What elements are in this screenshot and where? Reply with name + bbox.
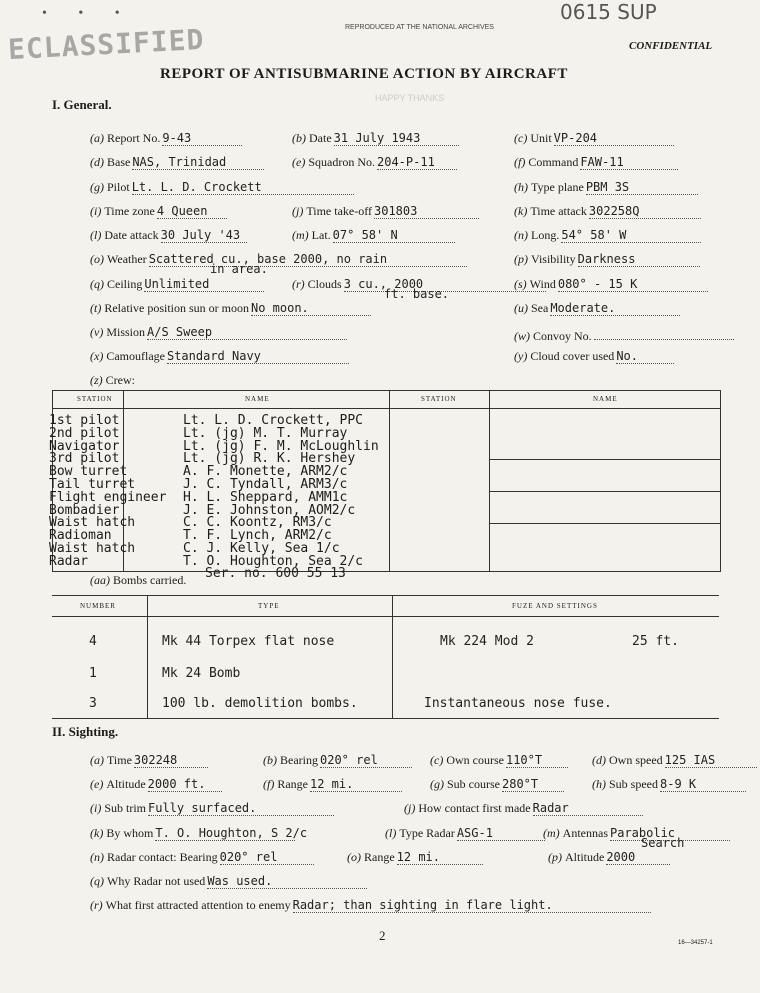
field-label: Wind bbox=[529, 277, 556, 291]
field-value: PBM 3S bbox=[586, 180, 698, 195]
crew-name: T. O. Houghton, Sea 2/c bbox=[183, 553, 364, 569]
sighting-field bbox=[90, 753, 208, 768]
field-value: Scattered cu., base 2000, no rain bbox=[149, 252, 467, 267]
field-label: Range bbox=[364, 850, 395, 864]
field-value: 07° 58' N bbox=[333, 228, 455, 243]
field-label: Ceiling bbox=[107, 277, 143, 291]
sighting-field bbox=[90, 826, 308, 841]
field-key: (s) bbox=[514, 277, 530, 291]
field-label: Mission bbox=[106, 325, 146, 339]
field-label: Bearing bbox=[280, 753, 318, 767]
field-key: (c) bbox=[430, 753, 447, 767]
sighting-field bbox=[548, 850, 670, 865]
field-key: (e) bbox=[90, 777, 107, 791]
field-label: Camouflage bbox=[106, 349, 165, 363]
field-label: Why Radar not used bbox=[107, 874, 206, 888]
field-label: Command bbox=[528, 155, 579, 169]
field-key: (k) bbox=[514, 204, 531, 218]
scan-marks: • • • bbox=[42, 6, 134, 21]
field-label: Lat. bbox=[311, 228, 331, 242]
field-value: 020° rel bbox=[220, 850, 314, 865]
field-label: Own course bbox=[446, 753, 504, 767]
crew-station: Waist hatch bbox=[49, 515, 136, 531]
field-key: (z) bbox=[90, 373, 106, 387]
field-key: (o) bbox=[347, 850, 364, 864]
field-key: (q) bbox=[90, 874, 107, 888]
crew-station: Tail turret bbox=[49, 477, 136, 492]
field-key: (m) bbox=[292, 228, 312, 242]
field-label: Time bbox=[107, 753, 132, 767]
crew-name: H. L. Sheppard, AMM1c bbox=[183, 489, 348, 505]
field-label: Squadron No. bbox=[308, 155, 375, 169]
crew-station: Bombadier bbox=[49, 502, 120, 518]
crew-header-name-2: NAME bbox=[593, 395, 618, 403]
field-value: A/S Sweep bbox=[147, 325, 347, 340]
classification-label: CONFIDENTIAL bbox=[629, 40, 713, 52]
print-code: 16—34257-1 bbox=[678, 940, 713, 946]
field-key: (p) bbox=[548, 850, 565, 864]
field-value: Standard Navy bbox=[167, 349, 349, 364]
general-field bbox=[514, 349, 674, 364]
field-value: 31 July 1943 bbox=[334, 131, 459, 146]
sighting-field bbox=[90, 801, 334, 816]
field-label: Base bbox=[107, 155, 131, 169]
bomb-number: 3 bbox=[89, 696, 97, 711]
field-key: (b) bbox=[263, 753, 280, 767]
sighting-field bbox=[592, 777, 746, 792]
field-value: 4 Queen bbox=[157, 204, 227, 219]
field-key: (j) bbox=[404, 801, 419, 815]
field-value: 020° rel bbox=[320, 753, 412, 768]
crew-table bbox=[49, 390, 721, 572]
field-label: Time take-off bbox=[306, 204, 372, 218]
crew-header-station-2: STATION bbox=[421, 395, 457, 403]
field-key: (l) bbox=[90, 228, 105, 242]
field-key: (q) bbox=[90, 277, 107, 291]
field-key: (p) bbox=[514, 252, 531, 266]
field-value: Was used. bbox=[207, 874, 367, 889]
field-value: VP-204 bbox=[554, 131, 674, 146]
field-label: Pilot bbox=[107, 180, 130, 194]
field-key: (g) bbox=[90, 180, 107, 194]
field-label: Type plane bbox=[531, 180, 584, 194]
field-value: 302248 bbox=[134, 753, 208, 768]
sighting-field bbox=[263, 777, 402, 792]
field-value: 125 IAS bbox=[665, 753, 757, 768]
field-value: 2000 bbox=[606, 850, 670, 865]
general-field bbox=[514, 155, 678, 170]
archive-notice: REPRODUCED AT THE NATIONAL ARCHIVES bbox=[345, 24, 494, 31]
sighting-field bbox=[263, 753, 412, 768]
sighting-field bbox=[430, 753, 568, 768]
crew-name: C. J. Kelly, Sea 1/c bbox=[183, 541, 340, 556]
general-field bbox=[292, 228, 455, 243]
crew-header-station: STATION bbox=[77, 395, 113, 403]
field-label: How contact first made bbox=[418, 801, 531, 815]
field-value-continuation: ft. base. bbox=[384, 287, 450, 301]
field-label: Sub trim bbox=[104, 801, 146, 815]
crew-name: C. C. Koontz, RM3/c bbox=[183, 515, 332, 531]
field-label: Time attack bbox=[530, 204, 587, 218]
bomb-type: Mk 24 Bomb bbox=[162, 666, 241, 681]
crew-name: Lt. (jg) R. K. Hershey bbox=[183, 451, 356, 467]
field-label: Sub speed bbox=[609, 777, 658, 791]
field-value: Moderate. bbox=[550, 301, 680, 316]
crew-name: Lt. (jg) F. M. McLoughlin bbox=[183, 438, 379, 454]
general-heading: I. General. bbox=[52, 97, 112, 112]
field-key: (i) bbox=[90, 801, 105, 815]
field-value: 54° 58' W bbox=[561, 228, 701, 243]
field-key: (y) bbox=[514, 349, 531, 363]
field-label: Visibility bbox=[531, 252, 576, 266]
page-title: REPORT OF ANTISUBMARINE ACTION BY AIRCRAFT bbox=[160, 66, 568, 82]
field-value: 8-9 K bbox=[660, 777, 746, 792]
general-field bbox=[514, 325, 734, 344]
general-field bbox=[90, 349, 349, 364]
field-value: 3 cu., 2000 bbox=[344, 277, 546, 292]
general-field bbox=[90, 252, 467, 267]
field-label: Convoy No. bbox=[533, 329, 592, 343]
general-field bbox=[90, 131, 242, 146]
crew-station: Radar bbox=[49, 553, 89, 569]
field-label: Weather bbox=[107, 252, 147, 266]
bombs-carried-label: (aa) Bombs carried. bbox=[90, 573, 187, 587]
bomb-table bbox=[52, 595, 719, 719]
field-value: Fully surfaced. bbox=[148, 801, 334, 816]
field-key: (n) bbox=[514, 228, 531, 242]
field-value: Radar; than sighting in flare light. bbox=[293, 898, 651, 913]
sighting-field bbox=[347, 850, 483, 865]
general-field bbox=[514, 277, 708, 292]
field-key: (g) bbox=[430, 777, 447, 791]
general-field bbox=[292, 155, 457, 170]
field-label: Sea bbox=[531, 301, 549, 315]
crew-station: Waist hatch bbox=[49, 541, 136, 556]
field-key: (w) bbox=[514, 329, 533, 343]
field-key: (v) bbox=[90, 325, 107, 339]
field-key: (h) bbox=[592, 777, 609, 791]
field-value: 301803 bbox=[374, 204, 479, 219]
sighting-field bbox=[430, 777, 564, 792]
general-field bbox=[90, 301, 371, 316]
general-field bbox=[514, 301, 680, 316]
field-key: (r) bbox=[292, 277, 308, 291]
general-field bbox=[292, 131, 459, 146]
field-value: T. O. Houghton, S 2/c bbox=[155, 826, 308, 840]
crew-station: 2nd pilot bbox=[49, 425, 120, 441]
bomb-setting: 25 ft. bbox=[632, 634, 679, 649]
field-label: Unit bbox=[530, 131, 552, 145]
general-field bbox=[292, 204, 479, 219]
field-key: (h) bbox=[514, 180, 531, 194]
field-key: (b) bbox=[292, 131, 309, 145]
field-label: Radar contact: Bearing bbox=[107, 850, 218, 864]
field-value: 12 mi. bbox=[310, 777, 402, 792]
field-label: Time zone bbox=[104, 204, 155, 218]
field-value: Lt. L. D. Crockett bbox=[132, 180, 354, 195]
sighting-field bbox=[592, 753, 757, 768]
crew-name: A. F. Monette, ARM2/c bbox=[183, 464, 348, 480]
field-key: (l) bbox=[385, 826, 400, 840]
field-key: (d) bbox=[90, 155, 107, 169]
field-value-continuation: in area. bbox=[210, 262, 268, 276]
crew-station: 1st pilot bbox=[49, 413, 120, 428]
field-value: 9-43 bbox=[162, 131, 242, 146]
declassified-stamp: ECLASSIFIED bbox=[7, 22, 206, 67]
field-key: (e) bbox=[292, 155, 309, 169]
field-key: (j) bbox=[292, 204, 307, 218]
field-key: (c) bbox=[514, 131, 531, 145]
field-label: Sub course bbox=[447, 777, 500, 791]
field-label: Relative position sun or moon bbox=[104, 301, 249, 315]
crew-name: Lt. L. D. Crockett, PPC bbox=[183, 413, 364, 428]
general-field bbox=[90, 204, 227, 219]
general-field bbox=[90, 373, 135, 388]
field-label: Antennas bbox=[562, 826, 608, 840]
sighting-field bbox=[90, 850, 314, 865]
bomb-serial-number: Ser. no. 600 55 13 bbox=[205, 566, 346, 581]
field-value: 12 mi. bbox=[397, 850, 483, 865]
field-label: Cloud cover used bbox=[530, 349, 615, 363]
field-value-continuation: Search bbox=[641, 836, 685, 850]
bomb-header-type: TYPE bbox=[258, 602, 280, 610]
bomb-type: 100 lb. demolition bombs. bbox=[162, 696, 358, 711]
field-value: 204-P-11 bbox=[377, 155, 457, 170]
field-key: (r) bbox=[90, 898, 106, 912]
field-value: No. bbox=[616, 349, 674, 364]
field-value: Darkness bbox=[578, 252, 700, 267]
bomb-type: Mk 44 Torpex flat nose bbox=[162, 634, 335, 649]
field-key: (t) bbox=[90, 301, 105, 315]
crew-name: J. C. Tyndall, ARM3/c bbox=[183, 477, 348, 492]
field-key: (i) bbox=[90, 204, 105, 218]
field-key: (f) bbox=[263, 777, 278, 791]
field-label: Altitude bbox=[106, 777, 146, 791]
field-key: (k) bbox=[90, 826, 107, 840]
bomb-fuze: Instantaneous nose fuse. bbox=[424, 696, 612, 711]
field-label: By whom bbox=[106, 826, 154, 840]
bomb-header-fuze: FUZE AND SETTINGS bbox=[512, 602, 598, 610]
field-label: Own speed bbox=[609, 753, 663, 767]
general-field bbox=[514, 131, 674, 146]
field-value: Unlimited bbox=[144, 277, 264, 292]
field-label: What first attracted attention to enemy bbox=[105, 898, 291, 912]
crew-name: J. E. Johnston, AOM2/c bbox=[183, 502, 356, 518]
general-field bbox=[90, 228, 247, 243]
field-key: (o) bbox=[90, 252, 107, 266]
field-label: Report No. bbox=[107, 131, 161, 145]
faint-overprint: HAPPY THANKS bbox=[375, 93, 445, 103]
sighting-field bbox=[90, 898, 651, 913]
crew-station: Radioman bbox=[49, 528, 112, 544]
sighting-heading: II. Sighting. bbox=[52, 724, 119, 739]
field-value: 080° - 15 K bbox=[558, 277, 708, 292]
field-key: (m) bbox=[543, 826, 563, 840]
sighting-field bbox=[90, 777, 222, 792]
field-value: Parabolic bbox=[610, 826, 730, 841]
field-value: No moon. bbox=[251, 301, 371, 316]
bomb-number: 1 bbox=[89, 666, 97, 681]
general-field bbox=[90, 155, 264, 170]
field-label: Clouds bbox=[307, 277, 342, 291]
sighting-field bbox=[385, 826, 545, 841]
field-value: 2000 ft. bbox=[148, 777, 222, 792]
field-label: Long. bbox=[531, 228, 560, 242]
general-field bbox=[90, 325, 347, 340]
general-field bbox=[514, 204, 701, 219]
field-key: (n) bbox=[90, 850, 107, 864]
general-field bbox=[90, 180, 354, 195]
handwritten-code: 0615 SUP bbox=[560, 0, 657, 24]
crew-station: Bow turret bbox=[49, 464, 128, 480]
field-key: (x) bbox=[90, 349, 107, 363]
sighting-field bbox=[90, 874, 367, 889]
sighting-field bbox=[404, 801, 643, 816]
field-label: Range bbox=[277, 777, 308, 791]
field-label: Date attack bbox=[104, 228, 159, 242]
page-number: 2 bbox=[379, 928, 386, 943]
crew-station: 3rd pilot bbox=[49, 451, 120, 467]
general-field bbox=[514, 180, 698, 195]
field-value: Radar bbox=[533, 801, 643, 816]
field-key: (a) bbox=[90, 131, 107, 145]
field-value: 280°T bbox=[502, 777, 564, 792]
crew-name: Lt. (jg) M. T. Murray bbox=[183, 425, 348, 441]
field-label: Type Radar bbox=[399, 826, 455, 840]
crew-station: Flight engineer bbox=[49, 489, 167, 505]
field-value: ASG-1 bbox=[457, 826, 545, 841]
field-label: Altitude bbox=[565, 850, 605, 864]
field-value: 30 July '43 bbox=[161, 228, 247, 243]
field-key: (d) bbox=[592, 753, 609, 767]
general-field bbox=[514, 228, 701, 243]
field-value: FAW-11 bbox=[580, 155, 678, 170]
field-value: NAS, Trinidad bbox=[132, 155, 264, 170]
bomb-number: 4 bbox=[89, 634, 97, 649]
field-value: 110°T bbox=[506, 753, 568, 768]
field-label: Crew: bbox=[105, 373, 135, 387]
bomb-fuze: Mk 224 Mod 2 bbox=[440, 634, 534, 649]
field-label: Date bbox=[309, 131, 332, 145]
crew-header-name: NAME bbox=[245, 395, 270, 403]
general-field bbox=[90, 277, 264, 292]
field-value bbox=[594, 325, 734, 340]
field-key: (a) bbox=[90, 753, 107, 767]
field-key: (u) bbox=[514, 301, 531, 315]
crew-name: T. F. Lynch, ARM2/c bbox=[183, 528, 332, 544]
bomb-header-number: NUMBER bbox=[80, 602, 116, 610]
crew-station: Navigator bbox=[49, 438, 120, 454]
sighting-field bbox=[543, 826, 730, 841]
field-value: 302258Q bbox=[589, 204, 701, 219]
general-field bbox=[514, 252, 700, 267]
field-key: (f) bbox=[514, 155, 529, 169]
